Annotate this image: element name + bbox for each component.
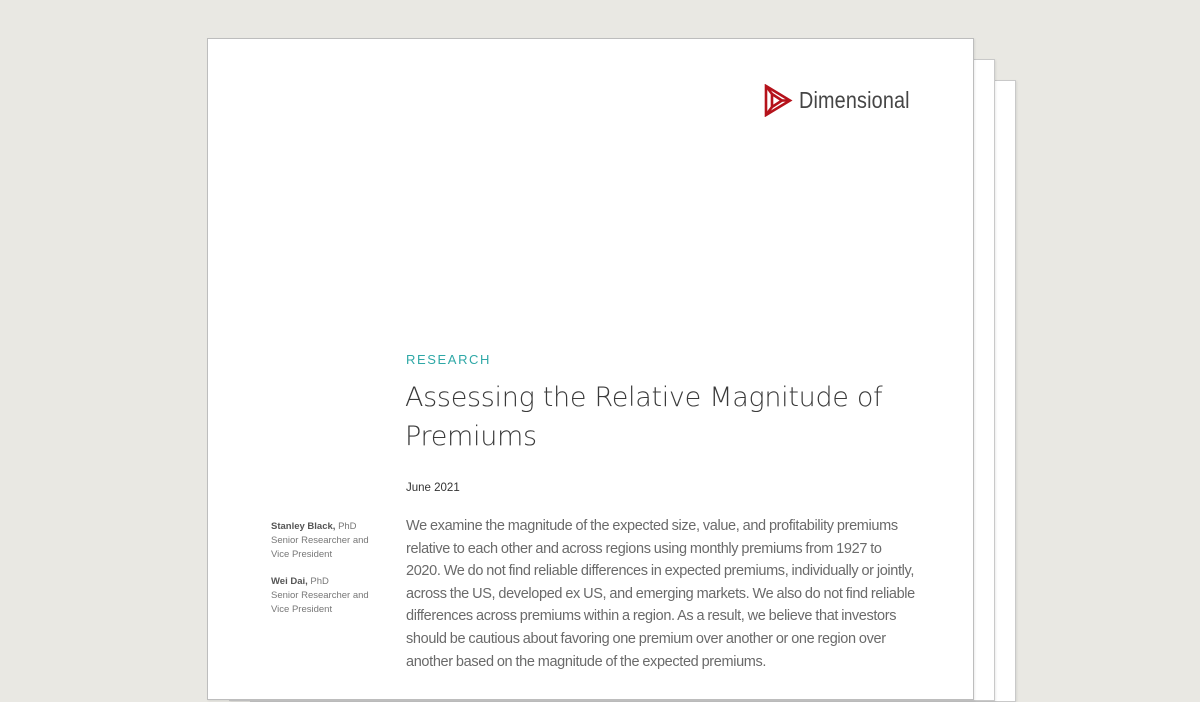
author-role: Senior Researcher and: [271, 590, 369, 601]
author-degree: PhD: [310, 576, 329, 587]
author-degree: PhD: [338, 521, 357, 532]
author-block: [271, 520, 391, 562]
author-name: Stanley Black,: [271, 521, 336, 532]
publication-date: June 2021: [406, 482, 460, 494]
author-role: Vice President: [271, 549, 333, 560]
brand-name: Dimensional: [799, 87, 910, 113]
author-block: [271, 575, 391, 617]
author-role: Senior Researcher and: [271, 535, 369, 546]
dimensional-triangle-mark-icon: [763, 84, 793, 117]
document-title: Assessing the Relative Magnitude of Premiums: [405, 382, 883, 452]
document-category: RESEARCH: [406, 352, 492, 367]
document-abstract: We examine the magnitude of the expected size, value, and profitability premiums relative to each other and across regions using monthly premiums from 1927 to 2020. We do not find reliable differences in expected premiums, individually or jointly, across the US, developed ex US, and emerging markets. We also do not find reliable differences across premiums within a region. As a result, we believe that investors should be cautious about favoring one premium over another or one region over another based on the magnitude of the expected premiums.: [406, 518, 915, 670]
brand-logo: [763, 84, 928, 117]
author-role: Vice President: [271, 604, 333, 615]
author-name: Wei Dai,: [271, 576, 308, 587]
